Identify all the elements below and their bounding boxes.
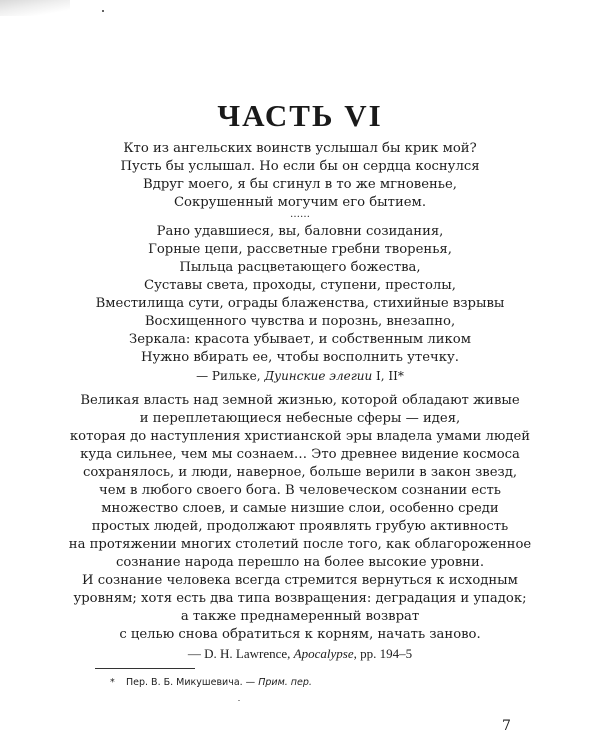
attribution-author: — D. H. Lawrence, [187, 646, 294, 661]
verse-ellipsis: …… [290, 209, 310, 220]
stray-mark [238, 700, 240, 701]
verse-line: Кто из ангельских воинств услышал бы крик мой? [123, 141, 477, 156]
attribution-ref: I, II* [372, 369, 404, 383]
prose-line: И сознание человека всегда стремится вернуться к исходным [82, 573, 518, 588]
page-number: 7 [502, 718, 511, 734]
corner-mark [102, 10, 104, 12]
verse-line: Вместилища сути, ограды блаженства, стихийные взрывы [95, 296, 505, 311]
verse-line: Горные цепи, рассветные гребни творенья, [148, 242, 452, 257]
footnote [110, 677, 312, 688]
prose-line: простых людей, продолжают проявлять грубую активность [91, 519, 509, 534]
prose-line: сознание народа перешло на более высокие уровни. [115, 555, 485, 570]
prose-line: с целью снова обратиться к корням, начать заново. [119, 627, 481, 642]
verse-line: Вдруг моего, я бы сгинул в то же мгновенье, [143, 177, 457, 192]
prose-line: которая до наступления христианской эры владела умами людей [69, 429, 531, 444]
prose-line: и переплетающиеся небесные сферы — идея, [139, 411, 461, 426]
verse-line: Нужно вбирать ее, чтобы восполнить утечку. [141, 350, 459, 365]
verse-line: Сокрушенный могучим его бытием. [173, 195, 427, 210]
prose-line: куда сильнее, чем мы сознаем… Это древнее видение космоса [80, 447, 520, 462]
lawrence-attribution [0, 646, 600, 662]
rilke-attribution [0, 369, 600, 383]
prose-line: уровням; хотя есть два типа возвращения: деградация и упадок; [73, 591, 527, 606]
verse-line: Восхищенного чувства и порознь, внезапно, [144, 314, 456, 329]
verse-line: Суставы света, проходы, ступени, престолы, [144, 278, 456, 293]
prose-line: на протяжении многих столетий после того, как облагороженное [68, 537, 532, 552]
verse-line: Зеркала: красота убывает, и собственным ликом [129, 332, 471, 347]
prose-line: а также преднамеренный возврат [180, 609, 420, 624]
verse-line: Пусть бы услышал. Но если бы он сердца коснулся [120, 159, 480, 174]
footnote-text: Пер. В. Б. Микушевича. — [126, 677, 259, 688]
prose-line: множество слоев, и самые низшие слои, особенно среди [101, 501, 499, 516]
attribution-ref: , pp. 194–5 [353, 646, 413, 661]
prose-line: сохранялось, и люди, наверное, больше верили в закон звезд, [82, 465, 518, 480]
prose-line: Великая власть над земной жизнью, которой обладают живые [80, 393, 520, 408]
footnote-rule [95, 668, 195, 669]
attribution-author: — Рильке, [196, 369, 265, 383]
attribution-work: Дуинские элегии [264, 369, 373, 383]
footnote-mark: * [110, 677, 115, 688]
verse-line: Пыльца расцветающего божества, [179, 260, 421, 275]
part-title: ЧАСТЬ VI [217, 98, 383, 133]
attribution-work: Apocalypse [293, 646, 354, 661]
footnote-note: Прим. пер. [258, 677, 312, 688]
page-corner-shadow [0, 0, 70, 16]
verse-line: Рано удавшиеся, вы, баловни созидания, [156, 224, 444, 239]
prose-line: чем в любого своего бога. В человеческом сознании есть [99, 483, 501, 498]
